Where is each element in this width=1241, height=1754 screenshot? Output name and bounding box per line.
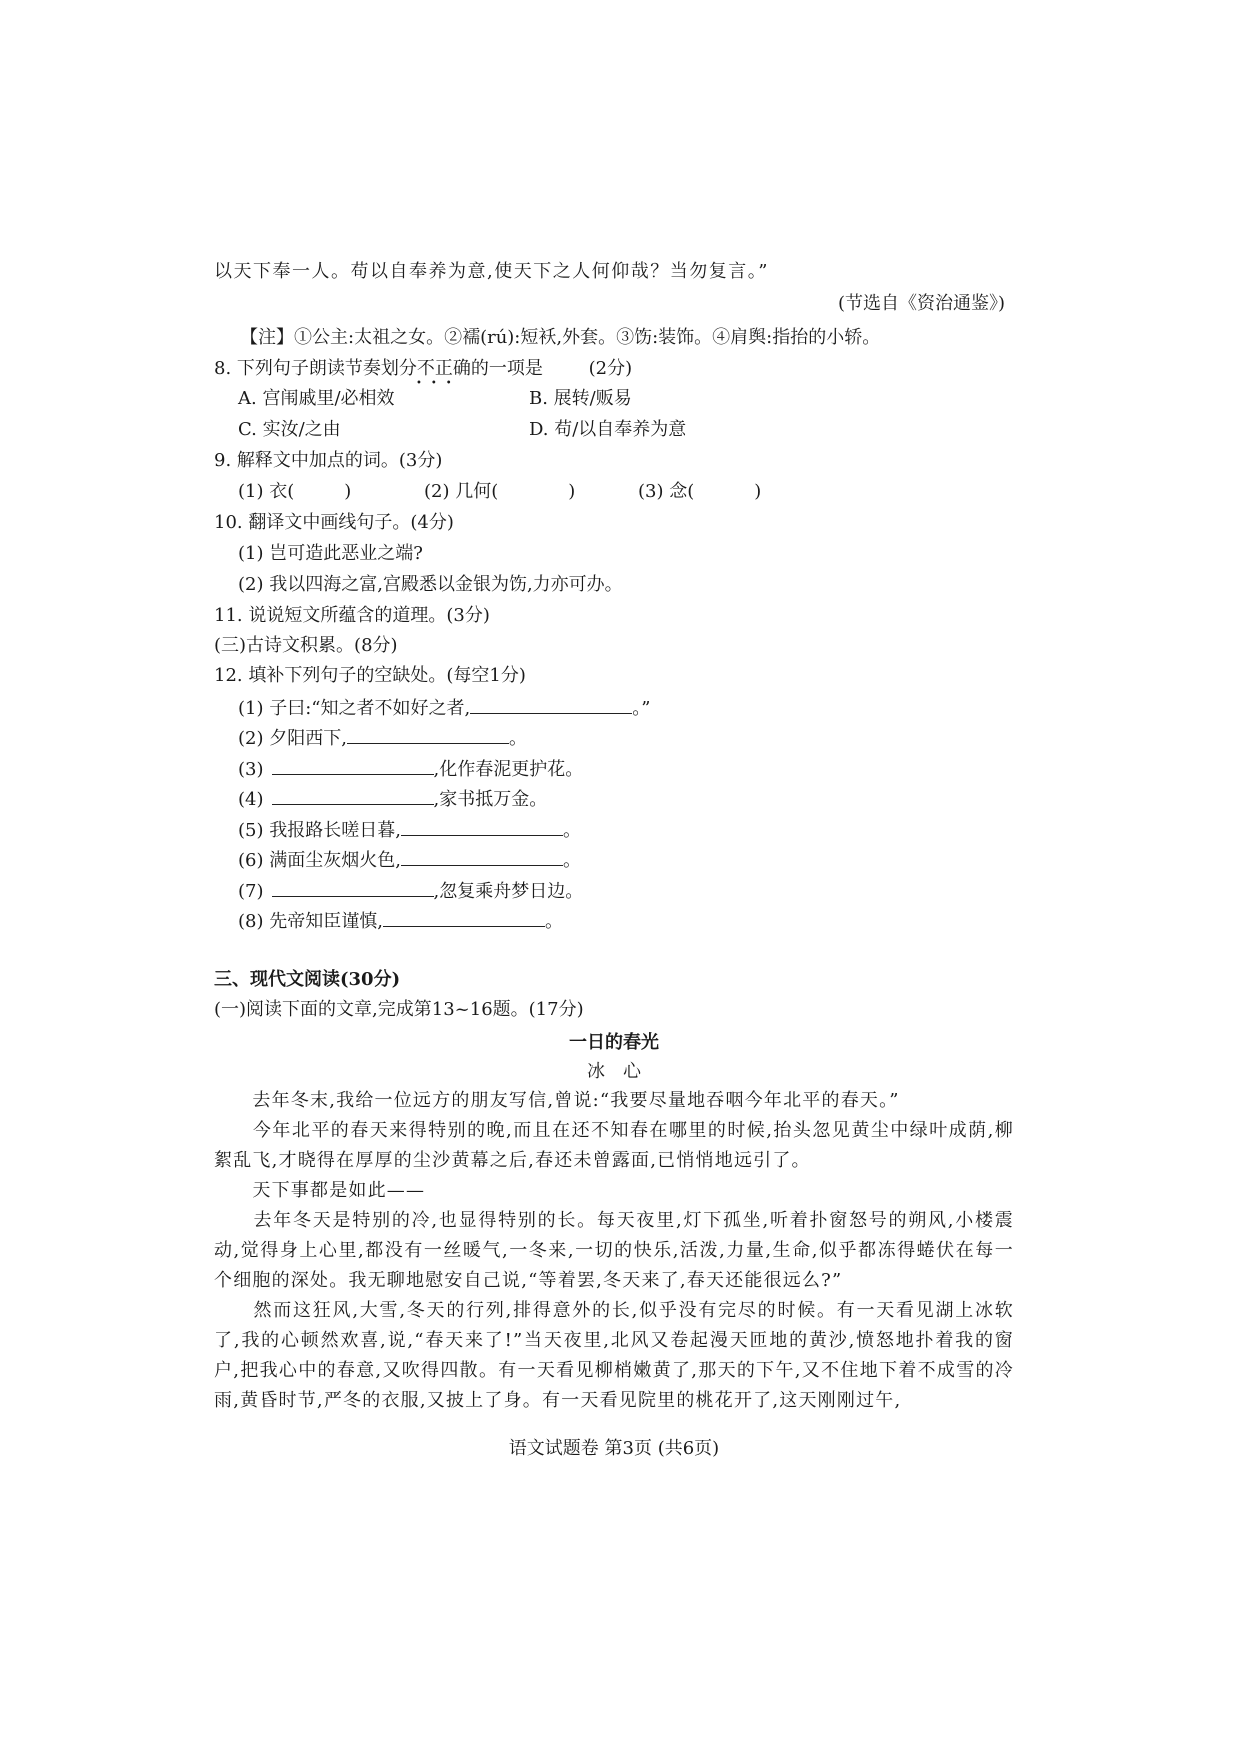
article-paragraph-4: 去年冬天是特别的冷,也显得特别的长。每天夜里,灯下孤坐,听着扑窗怒号的朔风,小楼震动,觉得身上心里,都没有一丝暖气,一冬来,一切的快乐,活泼,力量,生命,似乎都冻得蜷伏在每一个细胞的深处。我无聊地慰安自己说,“等着罢,冬天来了,春天还能很远么?” (214, 1210, 1014, 1291)
q12-item-4 (238, 786, 547, 812)
fill-blank[interactable] (470, 695, 632, 714)
q9-item-1-label: (1) 衣( (238, 481, 295, 502)
article-paragraph-3: 天下事都是如此—— (214, 1180, 426, 1201)
q12-item-1 (238, 695, 650, 721)
q12-item-4-post: ,家书抵万金。 (433, 789, 548, 810)
q9-stem: 9. 解释文中加点的词。(3分) (214, 450, 443, 471)
q8-option-d: D. 苟/以自奉养为意 (529, 419, 687, 440)
q9-item-1 (238, 480, 351, 504)
q12-stem: 12. 填补下列句子的空缺处。(每空1分) (214, 665, 526, 686)
q8-score: (2分) (588, 358, 633, 379)
q9-item-3-label: (3) 念( (638, 481, 695, 502)
q9-item-1-close: ) (344, 481, 352, 502)
q12-item-3-post: ,化作春泥更护花。 (433, 759, 584, 780)
page-footer: 语文试题卷 第3页 (共6页) (508, 1438, 720, 1459)
fill-blank[interactable] (347, 725, 509, 744)
q12-item-7-post: ,忽复乘舟梦日边。 (433, 881, 584, 902)
part-3-subtitle: (一)阅读下面的文章,完成第13~16题。(17分) (214, 999, 584, 1020)
q12-item-8 (238, 908, 563, 934)
fill-blank[interactable] (401, 817, 563, 836)
q12-item-6-pre: (6) 满面尘灰烟火色, (238, 850, 401, 871)
q12-item-5 (238, 817, 581, 843)
q8-option-a: A. 宫闱戚里/必相效 (238, 388, 395, 409)
q12-item-5-pre: (5) 我报路长嗟日暮, (238, 820, 401, 841)
section-3-title: (三)古诗文积累。(8分) (214, 635, 398, 656)
q12-item-1-post: 。” (632, 698, 651, 719)
q12-item-1-pre: (1) 子曰:“知之者不如好之者, (238, 698, 471, 719)
article-paragraph-1: 去年冬末,我给一位远方的朋友写信,曾说:“我要尽量地吞咽今年北平的春天。” (214, 1090, 900, 1111)
q12-item-7-pre: (7) (238, 881, 264, 902)
article-author: 冰 心 (587, 1061, 641, 1082)
q12-item-3-pre: (3) (238, 759, 264, 780)
q9-item-2-label: (2) 几何( (424, 481, 499, 502)
fill-blank[interactable] (272, 786, 434, 805)
q12-item-4-pre: (4) (238, 789, 264, 810)
q12-item-6 (238, 847, 581, 873)
fill-blank[interactable] (272, 878, 434, 897)
q9-item-3 (638, 480, 761, 504)
q12-item-3 (238, 756, 583, 782)
part-3-title: 三、现代文阅读(30分) (214, 969, 401, 990)
q11-stem: 11. 说说短文所蕴含的道理。(3分) (214, 605, 490, 626)
article-title: 一日的春光 (569, 1032, 659, 1053)
q8-option-c: C. 实汝/之由 (238, 419, 341, 440)
classical-note: 【注】①公主:太祖之女。②襦(rú):短袄,外套。③饬:装饰。④肩舆:指抬的小轿。 (240, 327, 881, 348)
q12-item-2 (238, 725, 527, 751)
q12-item-6-post: 。 (562, 850, 581, 871)
article-paragraph-2: 今年北平的春天来得特别的晚,而且在还不知春在哪里的时候,抬头忽见黄尘中绿叶成荫,柳絮乱飞,才晓得在厚厚的尘沙黄幕之后,春还未曾露面,已悄悄地远引了。 (214, 1120, 1014, 1171)
q10-stem: 10. 翻译文中画线句子。(4分) (214, 512, 454, 533)
q12-item-8-post: 。 (544, 911, 563, 932)
fill-blank[interactable] (401, 847, 563, 866)
q12-item-5-post: 。 (562, 820, 581, 841)
q12-item-8-pre: (8) 先帝知臣谨慎, (238, 911, 383, 932)
q12-item-2-pre: (2) 夕阳西下, (238, 728, 347, 749)
emphasis-dots: ••• (416, 378, 461, 389)
q9-item-3-close: ) (754, 481, 762, 502)
q12-item-7 (238, 878, 583, 904)
fill-blank[interactable] (272, 756, 434, 775)
classical-continuation: 以天下奉一人。苟以自奉养为意,使天下之人何仰哉？当勿复言。” (214, 261, 769, 282)
q8-stem-text: 8. 下列句子朗读节奏划分不正确的一项是 (214, 358, 543, 379)
q10-sentence-1: (1) 岂可造此恶业之端? (238, 543, 423, 564)
classical-source: (节选自《资治通鉴》) (838, 293, 1006, 314)
q9-item-2 (424, 480, 575, 504)
q9-item-2-close: ) (568, 481, 576, 502)
article-paragraph-5: 然而这狂风,大雪,冬天的行列,排得意外的长,似乎没有完尽的时候。有一天看见湖上冰软了,我的心顿然欢喜,说,“春天来了!”当天夜里,北风又卷起漫天匝地的黄沙,愤怒地扑着我的窗户,把我心中的春意,又吹得四散。有一天看见柳梢嫩黄了,那天的下午,又不住地下着不成雪的冷雨,黄昏时节,严冬的衣服,又披上了身。有一天看见院里的桃花开了,这天刚刚过午, (214, 1300, 1014, 1411)
fill-blank[interactable] (383, 908, 545, 927)
q10-sentence-2: (2) 我以四海之富,宫殿悉以金银为饬,力亦可办。 (238, 574, 623, 595)
q8-option-b: B. 展转/贩易 (529, 388, 632, 409)
q12-item-2-post: 。 (508, 728, 527, 749)
